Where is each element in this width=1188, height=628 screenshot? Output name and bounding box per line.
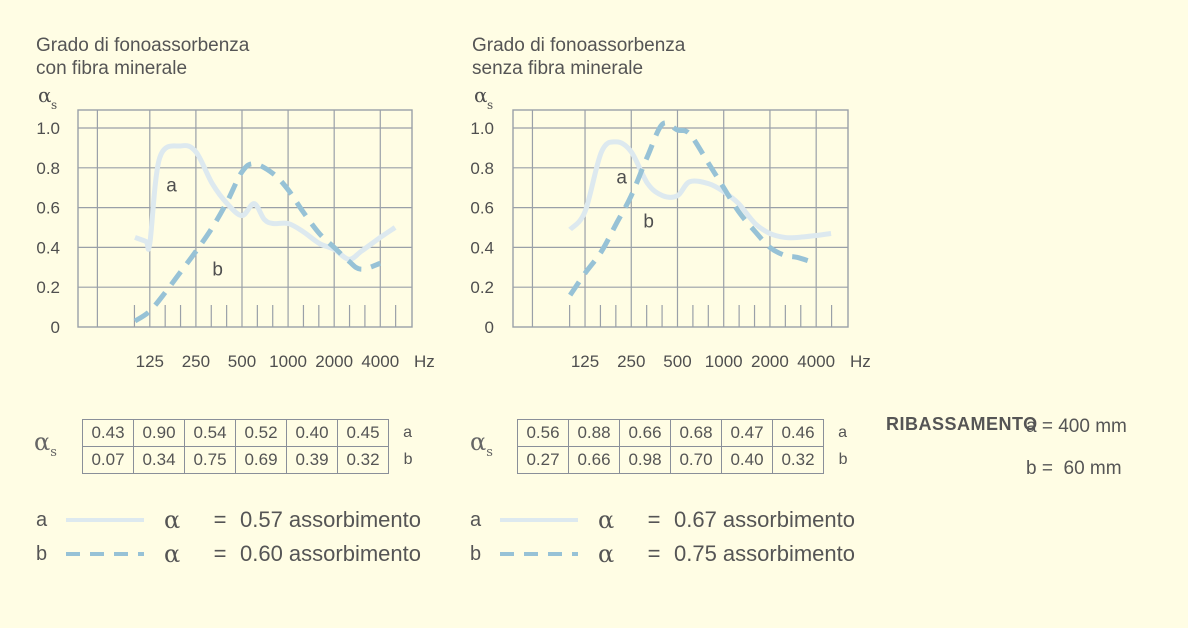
table-cell: 0.40 [287, 420, 338, 447]
chart-2-series-b-line [570, 123, 816, 295]
table-cell: 0.69 [236, 447, 287, 474]
table-cell: 0.52 [236, 420, 287, 447]
ribassamento-title: RIBASSAMENTO [886, 414, 1038, 434]
legend-value: 0.57 assorbimento [240, 507, 421, 532]
legend-dashed-line-sample [66, 552, 144, 556]
table-cell: 0.45 [338, 420, 389, 447]
legend-1-item-a [36, 504, 421, 536]
table-2 [517, 419, 848, 474]
legend-key: b [470, 542, 482, 565]
table-cell: 0.40 [722, 447, 773, 474]
legend-alpha-symbol: α [598, 506, 615, 534]
table-row [83, 420, 413, 447]
legend-key: b [36, 542, 48, 565]
table-cell: 0.27 [518, 447, 569, 474]
table-cell: 0.39 [287, 447, 338, 474]
table-cell: 0.32 [773, 447, 824, 474]
table-row-key: b [838, 451, 848, 468]
table-cell: 0.66 [620, 420, 671, 447]
table-cell: 0.07 [83, 447, 134, 474]
legend-value: 0.67 assorbimento [674, 507, 855, 532]
chart-1-y-tick-label: 0 [50, 318, 60, 337]
chart-1-annotation-b: b [212, 259, 223, 281]
table-2-alpha-label: $\alpha_s$ [470, 428, 493, 460]
chart-1-y-axis-label: α [38, 83, 52, 107]
chart-1-y-tick-label: 0.4 [36, 238, 60, 258]
chart-2-x-tick-label: 4000 [797, 352, 836, 371]
table-row-key: b [403, 451, 413, 468]
table-cell: 0.47 [722, 420, 773, 447]
chart-2-x-tick-label: 2000 [751, 352, 789, 371]
chart-1-frame [78, 110, 412, 327]
legend-2-item-b [470, 538, 855, 570]
chart-2-y-axis-label-sub: s [487, 98, 494, 112]
chart-1-x-unit: Hz [414, 352, 435, 371]
table-1 [82, 419, 413, 474]
chart-2-x-tick-label: 1000 [704, 352, 743, 371]
table-cell: 0.66 [569, 447, 620, 474]
chart-1-y-tick-label: 0.8 [36, 158, 60, 178]
chart-1-series-a-line [135, 146, 395, 260]
chart-1-x-tick-label: 1000 [269, 352, 308, 371]
chart-2-x-tick-label: 250 [617, 352, 646, 371]
chart-2-y-tick-label: 0.4 [470, 238, 494, 258]
table-cell: 0.68 [671, 420, 722, 447]
table-1-alpha-label: $\alpha_s$ [34, 428, 57, 460]
chart-2-x-tick-label: 125 [570, 352, 600, 371]
legend-alpha-symbol: α [164, 506, 181, 534]
chart-2-annotation-a: a [616, 167, 627, 189]
chart-2-x-unit: Hz [850, 352, 871, 371]
chart-2-y-tick-label: 1.0 [470, 119, 494, 138]
legend-value: 0.75 assorbimento [674, 541, 855, 566]
chart-2-series-a-line [570, 142, 831, 238]
chart-2-annotation-b: b [643, 211, 654, 233]
chart-2-y-tick-label: 0 [484, 318, 494, 337]
chart-1-annotation-a: a [166, 175, 177, 197]
legend-equals: = [647, 507, 661, 532]
table-cell: 0.56 [518, 420, 569, 447]
table-cell: 0.90 [134, 420, 185, 447]
legend-equals: = [647, 541, 661, 566]
legend-value: 0.60 assorbimento [240, 541, 421, 566]
ribassamento-a: a = 400 mm [1026, 416, 1127, 437]
table-cell: 0.43 [83, 420, 134, 447]
legend-dashed-line-sample [500, 552, 578, 556]
legend-alpha-symbol: α [164, 540, 181, 568]
table-cell: 0.70 [671, 447, 722, 474]
table-cell: 0.75 [185, 447, 236, 474]
table-row [518, 420, 848, 447]
legend-1-item-b [36, 538, 421, 570]
legend-equals: = [213, 541, 227, 566]
chart-1-x-tick-label: 2000 [315, 352, 354, 371]
chart-1-x-tick-label: 250 [181, 352, 211, 371]
legend-equals: = [213, 507, 227, 532]
table-cell: 0.34 [134, 447, 185, 474]
table-cell: 0.46 [773, 420, 824, 447]
chart-1-y-axis-label-sub: s [51, 98, 58, 112]
table-row [83, 447, 413, 474]
ribassamento-block [886, 412, 1176, 492]
legend-solid-line-sample [66, 518, 144, 522]
legend-solid-line-sample [500, 518, 578, 522]
chart-1-title-line2: con fibra minerale [36, 58, 188, 79]
chart-1-y-tick-label: 0.6 [36, 198, 60, 218]
chart-1-title-line1: Grado di fonoassorbenza [36, 35, 250, 56]
chart-1-x-tick-label: 125 [135, 352, 164, 371]
table-cell: 0.32 [338, 447, 389, 474]
table-cell: 0.54 [185, 420, 236, 447]
table-row-key: a [403, 424, 412, 441]
chart-2-y-tick-label: 0.2 [470, 278, 494, 298]
chart-2-y-tick-label: 0.8 [470, 158, 494, 178]
legend-key: a [470, 508, 482, 531]
chart-1-y-tick-label: 0.2 [36, 278, 60, 298]
chart-2-frame [513, 110, 848, 327]
chart-1-x-tick-label: 4000 [361, 352, 400, 371]
table-cell: 0.98 [620, 447, 671, 474]
table-row-key: a [838, 424, 847, 441]
legend-alpha-symbol: α [598, 540, 615, 568]
chart-2-y-axis-label: α [474, 83, 488, 107]
chart-1-x-tick-label: 500 [227, 352, 257, 371]
chart-2-y-tick-label: 0.6 [470, 198, 494, 218]
chart-1-y-tick-label: 1.0 [36, 119, 60, 138]
chart-2-x-tick-label: 500 [663, 352, 692, 371]
table-cell: 0.88 [569, 420, 620, 447]
legend-key: a [36, 508, 48, 531]
chart-2-title-line1: Grado di fonoassorbenza [472, 35, 686, 56]
ribassamento-b: b = 60 mm [1026, 458, 1122, 479]
table-row [518, 447, 848, 474]
legend-2-item-a [470, 504, 855, 536]
chart-2-title-line2: senza fibra minerale [472, 58, 644, 79]
